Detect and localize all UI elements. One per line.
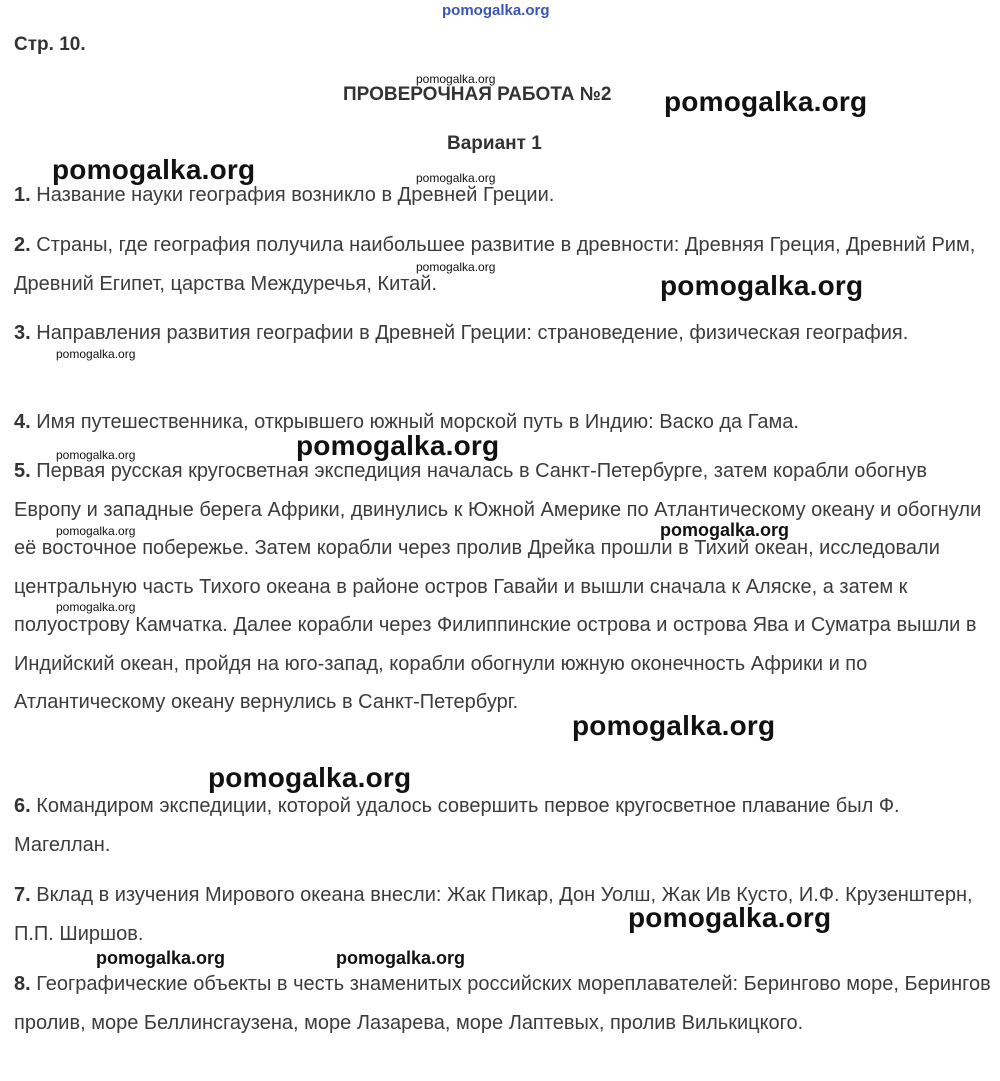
site-watermark-top: pomogalka.org <box>442 2 550 19</box>
watermark: pomogalka.org <box>660 270 864 301</box>
page-title: ПРОВЕРОЧНАЯ РАБОТА №2 <box>343 84 612 105</box>
answer-6 <box>14 787 996 865</box>
answer-7 <box>14 876 996 954</box>
watermark: pomogalka.org <box>416 171 496 185</box>
page-number-label: Стр. 10. <box>14 34 86 55</box>
watermark: pomogalka.org <box>416 72 496 86</box>
watermark: pomogalka.org <box>336 948 466 968</box>
answer-text: Страны, где география получила наибольшее развитие в древности: Древняя Греция, Древний Рим, Древний Египет, царства Междуречья, Китай. <box>14 234 976 295</box>
watermark: pomogalka.org <box>416 260 496 274</box>
watermark: pomogalka.org <box>96 948 226 968</box>
answer-number: 5. <box>14 460 31 482</box>
watermark: pomogalka.org <box>208 762 412 793</box>
watermark: pomogalka.org <box>56 600 136 614</box>
answer-number: 7. <box>14 884 31 906</box>
answer-number: 6. <box>14 795 31 817</box>
watermark: pomogalka.org <box>56 347 136 361</box>
watermark: pomogalka.org <box>628 902 832 933</box>
answer-number: 4. <box>14 411 31 433</box>
watermark: pomogalka.org <box>296 430 500 461</box>
answer-number: 2. <box>14 234 31 256</box>
answer-4 <box>14 403 996 442</box>
answer-3 <box>14 314 996 353</box>
answer-number: 3. <box>14 322 31 344</box>
answer-number: 1. <box>14 184 31 206</box>
answer-text: Вклад в изучения Мирового океана внесли: Жак Пикар, Дон Уолш, Жак Ив Кусто, И.Ф. Крузенштерн, П.П. Ширшов. <box>14 884 973 945</box>
answer-text: Командиром экспедиции, которой удалось совершить первое кругосветное плавание был Ф. Магеллан. <box>14 795 900 856</box>
answer-5 <box>14 452 996 722</box>
answer-text: Направления развития географии в Древней Греции: страноведение, физическая география. <box>30 322 909 344</box>
watermark: pomogalka.org <box>56 448 136 462</box>
answer-text: Название науки география возникло в Древней Греции. <box>30 184 555 206</box>
watermark: pomogalka.org <box>660 520 790 540</box>
watermark: pomogalka.org <box>52 154 256 185</box>
answer-text: Географические объекты в честь знаменитых российских мореплавателей: Берингово море, Берингов пролив, море Беллинсгаузена, море Лазарева, море Лаптевых, пролив Вилькицкого. <box>14 973 991 1034</box>
answer-number: 8. <box>14 973 31 995</box>
answer-text: Имя путешественника, открывшего южный морской путь в Индию: Васко да Гама. <box>30 411 799 433</box>
watermark: pomogalka.org <box>56 524 136 538</box>
variant-heading: Вариант 1 <box>447 133 542 154</box>
watermark: pomogalka.org <box>664 86 868 117</box>
answer-8 <box>14 965 996 1043</box>
watermark: pomogalka.org <box>572 710 776 741</box>
answer-text: Первая русская кругосветная экспедиция началась в Санкт-Петербурге, затем корабли обогнув Европу и западные берега Африки, двинулись к Южной Америке по Атлантическому океану и обогнули её восточное побережье. Затем корабли через пролив Дрейка прошли в Тихий океан, исследовали центральную часть Тихого океана в районе остров Гавайи и вышли сначала к Аляске, а затем к полуострову Камчатка. Далее корабли через Филиппинские острова и острова Ява и Суматра вышли в Индийский океан, пройдя на юго-запад, корабли обогнули южную оконечность Африки и по Атлантическому океану вернулись в Санкт-Петербург. <box>14 460 982 713</box>
